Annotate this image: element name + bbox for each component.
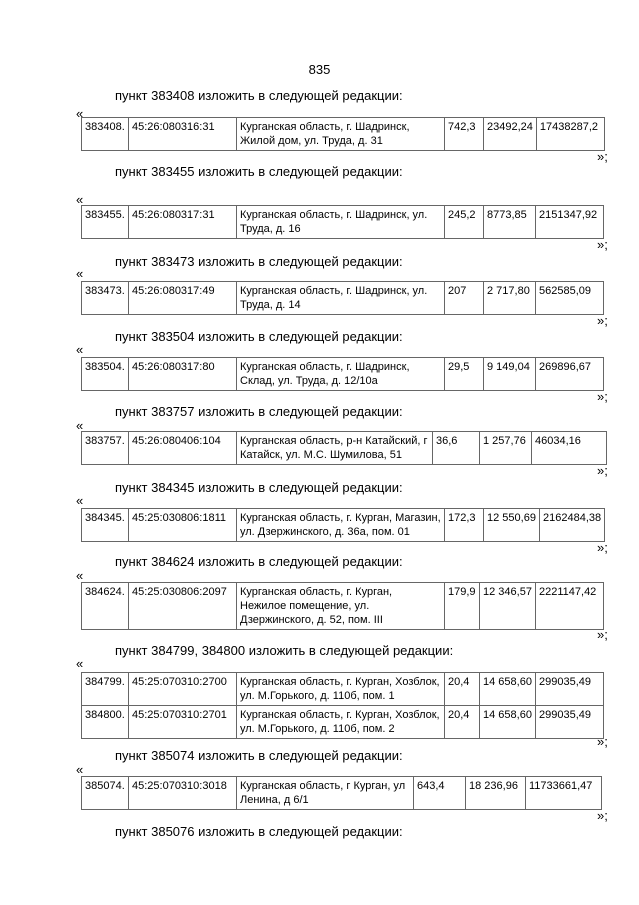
closing-quote: »;	[597, 540, 608, 555]
cell-cadastral-number: 45:25:070310:3018	[129, 777, 237, 810]
paragraph-heading: пункт 385074 изложить в следующей редакции:	[115, 748, 403, 763]
cell-address: Курганская область, г. Шадринск, Склад, ул. Труда, д. 12/10а	[237, 358, 445, 391]
cell-cadastral-number: 45:26:080317:31	[129, 206, 237, 239]
cell-cadastral-value-per-sqm: 14 658,60	[480, 706, 536, 739]
opening-quote: «	[76, 342, 84, 357]
property-table	[81, 672, 604, 739]
opening-quote: «	[76, 266, 84, 281]
cell-row-number: 384345.	[82, 509, 129, 542]
closing-quote: »;	[597, 149, 608, 164]
opening-quote: «	[76, 762, 84, 777]
cell-cadastral-number: 45:26:080317:49	[129, 282, 237, 315]
cell-cadastral-value-per-sqm: 2 717,80	[484, 282, 536, 315]
cell-row-number: 383757.	[82, 432, 129, 465]
cell-cadastral-value: 562585,09	[536, 282, 604, 315]
cell-area: 742,3	[445, 118, 484, 151]
cell-area: 245,2	[445, 206, 484, 239]
table-row	[82, 777, 602, 810]
cell-address: Курганская область, г. Шадринск, ул. Труда, д. 14	[237, 282, 445, 315]
property-table	[81, 776, 602, 810]
cell-cadastral-value: 17438287,2	[536, 118, 604, 151]
opening-quote: «	[76, 192, 84, 207]
opening-quote: «	[76, 568, 84, 583]
cell-address: Курганская область, г. Шадринск, Жилой дом, ул. Труда, д. 31	[237, 118, 445, 151]
closing-quote: »;	[597, 313, 608, 328]
cell-cadastral-number: 45:26:080317:80	[129, 358, 237, 391]
property-table	[81, 582, 604, 630]
cell-row-number: 383473.	[82, 282, 129, 315]
closing-quote: »;	[597, 734, 608, 749]
table-row	[82, 673, 604, 706]
cell-cadastral-value-per-sqm: 8773,85	[484, 206, 536, 239]
cell-cadastral-value: 2221147,42	[536, 583, 604, 630]
table-row	[82, 206, 604, 239]
closing-quote: »;	[597, 389, 608, 404]
table-row	[82, 432, 607, 465]
cell-area: 20,4	[445, 673, 480, 706]
cell-area: 36,6	[433, 432, 480, 465]
closing-quote: »;	[597, 463, 608, 478]
paragraph-heading: пункт 383473 изложить в следующей редакции:	[115, 254, 403, 269]
closing-quote: »;	[597, 808, 608, 823]
table-row	[82, 282, 604, 315]
cell-cadastral-value: 269896,67	[536, 358, 604, 391]
cell-cadastral-number: 45:26:080406:104	[129, 432, 237, 465]
cell-area: 29,5	[445, 358, 484, 391]
opening-quote: «	[76, 656, 84, 671]
cell-row-number: 383504.	[82, 358, 129, 391]
cell-address: Курганская область, г. Курган, Магазин, ул. Дзержинского, д. 36а, пом. 01	[237, 509, 445, 542]
cell-cadastral-number: 45:25:070310:2700	[129, 673, 237, 706]
table-row	[82, 583, 604, 630]
property-table	[81, 117, 605, 151]
cell-area: 20,4	[445, 706, 480, 739]
closing-quote: »;	[597, 237, 608, 252]
table-row	[82, 358, 604, 391]
cell-address: Курганская область, р-н Катайский, г Катайск, ул. М.С. Шумилова, 51	[237, 432, 433, 465]
cell-cadastral-value-per-sqm: 9 149,04	[484, 358, 536, 391]
closing-quote: »;	[597, 627, 608, 642]
property-table	[81, 508, 605, 542]
cell-address: Курганская область, г. Курган, Хозблок, ул. М.Горького, д. 110б, пом. 1	[237, 673, 445, 706]
cell-area: 179,9	[445, 583, 480, 630]
property-table	[81, 431, 607, 465]
paragraph-heading: пункт 383757 изложить в следующей редакции:	[115, 404, 403, 419]
cell-cadastral-value-per-sqm: 14 658,60	[480, 673, 536, 706]
paragraph-heading: пункт 383455 изложить в следующей редакции:	[115, 164, 403, 179]
opening-quote: «	[76, 493, 84, 508]
cell-cadastral-value-per-sqm: 1 257,76	[480, 432, 532, 465]
cell-row-number: 385074.	[82, 777, 129, 810]
cell-cadastral-value: 299035,49	[536, 673, 604, 706]
cell-cadastral-value-per-sqm: 12 550,69	[484, 509, 540, 542]
opening-quote: «	[76, 106, 84, 121]
paragraph-heading: пункт 384799, 384800 изложить в следующей редакции:	[115, 643, 454, 658]
table-row	[82, 118, 605, 151]
property-table	[81, 205, 604, 239]
paragraph-heading: пункт 383408 изложить в следующей редакции:	[115, 88, 403, 103]
cell-cadastral-value: 299035,49	[536, 706, 604, 739]
cell-cadastral-value-per-sqm: 23492,24	[484, 118, 537, 151]
table-row	[82, 509, 605, 542]
cell-row-number: 384800.	[82, 706, 129, 739]
table-row	[82, 706, 604, 739]
paragraph-heading: пункт 385076 изложить в следующей редакции:	[115, 824, 403, 839]
page-number: 835	[308, 62, 331, 77]
cell-row-number: 384624.	[82, 583, 129, 630]
cell-address: Курганская область, г Курган, ул Ленина, д 6/1	[237, 777, 414, 810]
cell-row-number: 384799.	[82, 673, 129, 706]
cell-row-number: 383408.	[82, 118, 129, 151]
cell-cadastral-value-per-sqm: 12 346,57	[480, 583, 536, 630]
cell-address: Курганская область, г. Курган, Хозблок, ул. М.Горького, д. 110б, пом. 2	[237, 706, 445, 739]
cell-cadastral-value-per-sqm: 18 236,96	[466, 777, 526, 810]
paragraph-heading: пункт 384624 изложить в следующей редакции:	[115, 554, 403, 569]
cell-address: Курганская область, г. Курган, Нежилое помещение, ул. Дзержинского, д. 52, пом. III	[237, 583, 445, 630]
cell-cadastral-value: 11733661,47	[526, 777, 602, 810]
cell-row-number: 383455.	[82, 206, 129, 239]
cell-cadastral-value: 2162484,38	[540, 509, 605, 542]
cell-address: Курганская область, г. Шадринск, ул. Труда, д. 16	[237, 206, 445, 239]
paragraph-heading: пункт 384345 изложить в следующей редакции:	[115, 480, 403, 495]
cell-cadastral-value: 2151347,92	[536, 206, 604, 239]
cell-area: 172,3	[445, 509, 484, 542]
paragraph-heading: пункт 383504 изложить в следующей редакции:	[115, 329, 403, 344]
cell-cadastral-number: 45:25:030806:2097	[129, 583, 237, 630]
property-table	[81, 357, 604, 391]
cell-cadastral-value: 46034,16	[532, 432, 607, 465]
opening-quote: «	[76, 418, 84, 433]
cell-cadastral-number: 45:26:080316:31	[129, 118, 237, 151]
cell-area: 207	[445, 282, 484, 315]
cell-cadastral-number: 45:25:070310:2701	[129, 706, 237, 739]
cell-cadastral-number: 45:25:030806:1811	[129, 509, 237, 542]
property-table	[81, 281, 604, 315]
cell-area: 643,4	[414, 777, 466, 810]
